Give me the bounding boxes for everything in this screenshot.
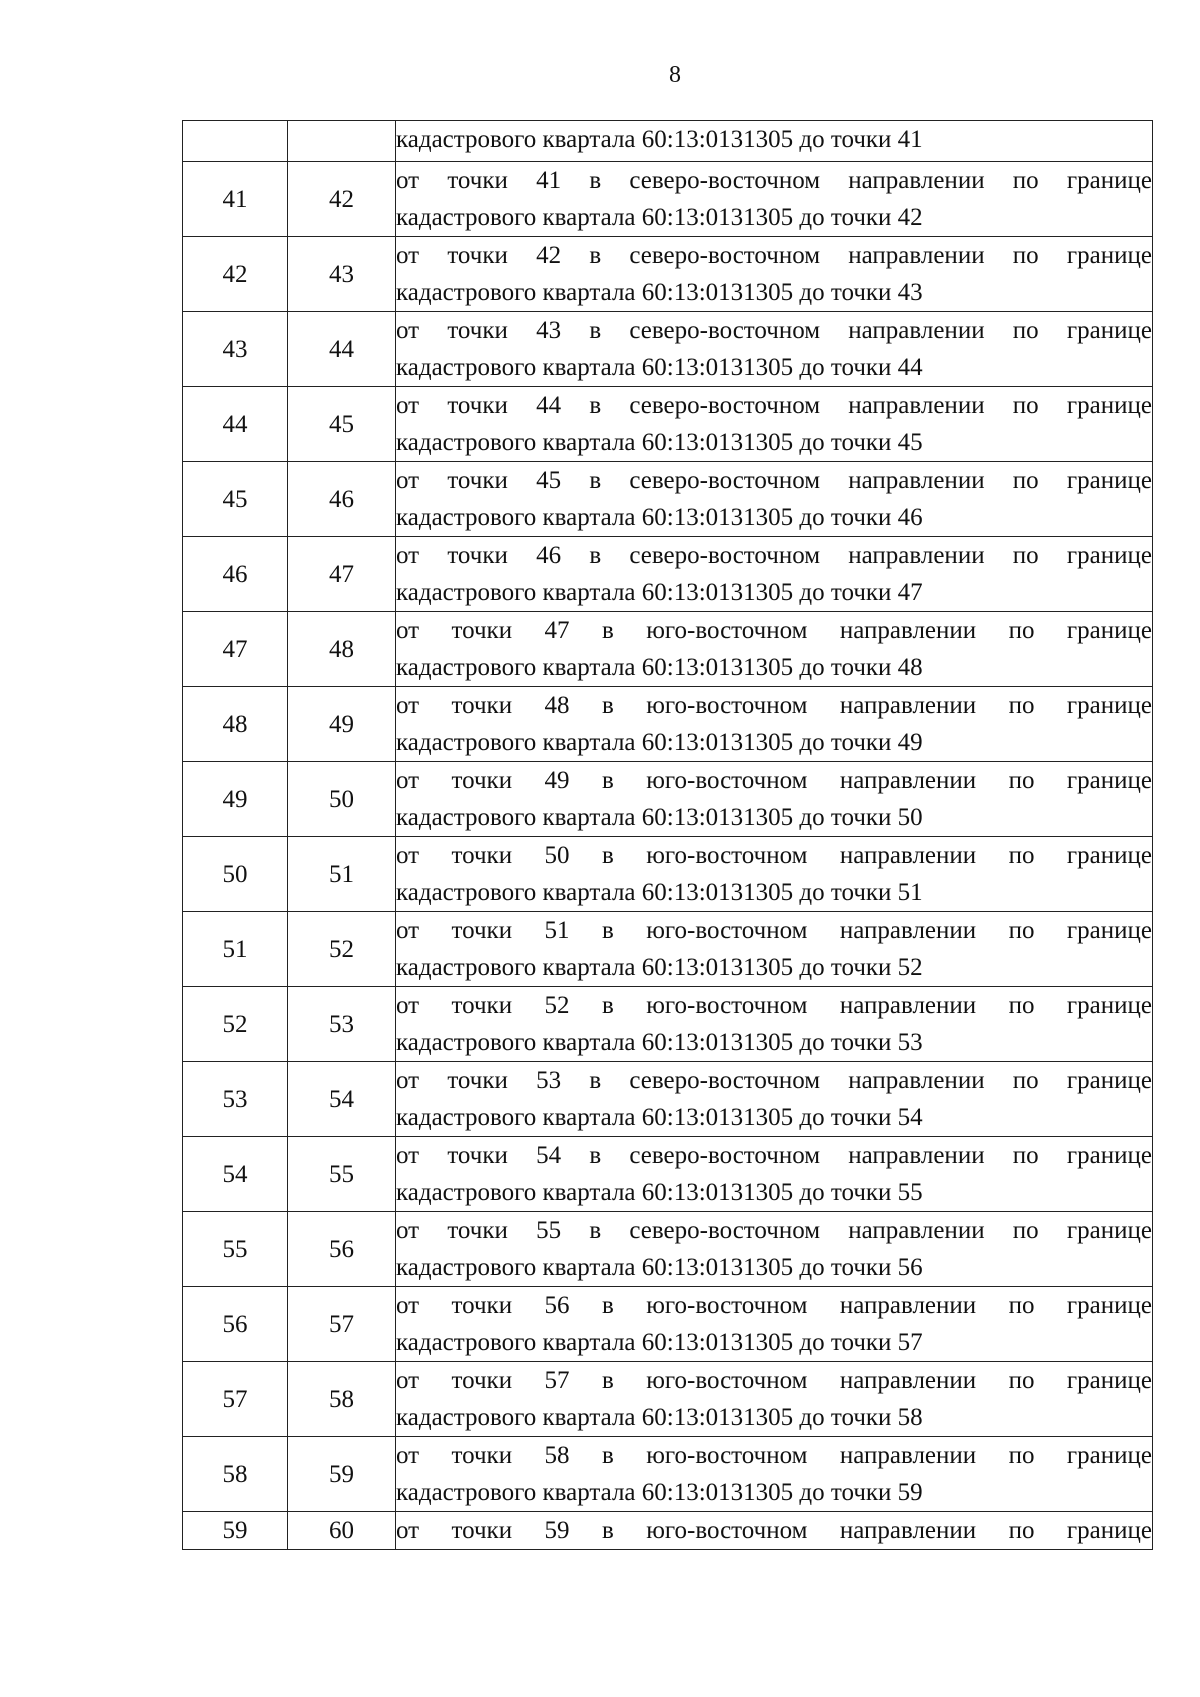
description-line-1: от точки 51 в юго-восточном направлении по границе (396, 917, 1152, 944)
to-point-cell: 54 (288, 1062, 396, 1137)
description-cell (396, 1212, 1153, 1287)
to-point-cell: 49 (288, 687, 396, 762)
description-line-1: от точки 58 в юго-восточном направлении по границе (396, 1442, 1152, 1469)
description-line-1: от точки 45 в северо-восточном направлении по границе (396, 467, 1152, 494)
description-cell (396, 1062, 1153, 1137)
description-line-1: от точки 52 в юго-восточном направлении по границе (396, 992, 1152, 1019)
from-point-cell: 56 (183, 1287, 288, 1362)
description-line-2: кадастрового квартала 60:13:0131305 до точки 45 (396, 429, 923, 456)
from-point-cell: 45 (183, 462, 288, 537)
from-point-cell: 47 (183, 612, 288, 687)
to-point-cell: 47 (288, 537, 396, 612)
table-row (183, 1137, 1153, 1212)
description-line-1: от точки 53 в северо-восточном направлении по границе (396, 1067, 1152, 1094)
description-line-2: кадастрового квартала 60:13:0131305 до точки 53 (396, 1029, 923, 1056)
description-cell (396, 387, 1153, 462)
description-cell (396, 1287, 1153, 1362)
to-point-cell: 46 (288, 462, 396, 537)
description-cell (396, 1512, 1153, 1550)
description-line-2: кадастрового квартала 60:13:0131305 до точки 59 (396, 1479, 923, 1506)
from-point-cell: 53 (183, 1062, 288, 1137)
to-point-cell: 45 (288, 387, 396, 462)
table-row (183, 1362, 1153, 1437)
table-row (183, 612, 1153, 687)
description-cell (396, 162, 1153, 237)
to-point-cell: 56 (288, 1212, 396, 1287)
to-point-cell: 55 (288, 1137, 396, 1212)
description-cell (396, 837, 1153, 912)
description-line-1: от точки 54 в северо-восточном направлении по границе (396, 1142, 1152, 1169)
description-line-2: кадастрового квартала 60:13:0131305 до точки 50 (396, 804, 923, 831)
table-row (183, 462, 1153, 537)
to-point-cell (288, 121, 396, 162)
description-line-2: кадастрового квартала 60:13:0131305 до точки 43 (396, 279, 923, 306)
table-row (183, 1287, 1153, 1362)
description-cell (396, 312, 1153, 387)
from-point-cell: 58 (183, 1437, 288, 1512)
description-cell (396, 537, 1153, 612)
description-cell (396, 987, 1153, 1062)
to-point-cell: 60 (288, 1512, 396, 1550)
to-point-cell: 53 (288, 987, 396, 1062)
description-line-2: кадастрового квартала 60:13:0131305 до точки 51 (396, 879, 923, 906)
from-point-cell: 57 (183, 1362, 288, 1437)
description-line-1: от точки 55 в северо-восточном направлении по границе (396, 1217, 1152, 1244)
description-cell (396, 1137, 1153, 1212)
description-cell (396, 762, 1153, 837)
description-cell (396, 1362, 1153, 1437)
from-point-cell: 42 (183, 237, 288, 312)
table-row (183, 162, 1153, 237)
description-line-2: кадастрового квартала 60:13:0131305 до точки 42 (396, 204, 923, 231)
description-line-1: от точки 48 в юго-восточном направлении по границе (396, 692, 1152, 719)
to-point-cell: 59 (288, 1437, 396, 1512)
description-cell (396, 237, 1153, 312)
table-row (183, 312, 1153, 387)
description-line-2: кадастрового квартала 60:13:0131305 до точки 54 (396, 1104, 923, 1131)
description-cell (396, 612, 1153, 687)
from-point-cell: 50 (183, 837, 288, 912)
to-point-cell: 50 (288, 762, 396, 837)
description-line-1: от точки 46 в северо-восточном направлении по границе (396, 542, 1152, 569)
from-point-cell: 46 (183, 537, 288, 612)
table-row-continuation (183, 121, 1153, 162)
description-line-1: от точки 59 в юго-восточном направлении по границе (396, 1517, 1152, 1544)
description-cell (396, 462, 1153, 537)
to-point-cell: 48 (288, 612, 396, 687)
description-line-1: от точки 42 в северо-восточном направлении по границе (396, 242, 1152, 269)
description-line: кадастрового квартала 60:13:0131305 до точки 41 (396, 126, 923, 153)
from-point-cell: 51 (183, 912, 288, 987)
to-point-cell: 58 (288, 1362, 396, 1437)
from-point-cell: 41 (183, 162, 288, 237)
description-cell (396, 121, 1153, 162)
description-cell (396, 912, 1153, 987)
table-row (183, 387, 1153, 462)
table-row (183, 912, 1153, 987)
from-point-cell: 59 (183, 1512, 288, 1550)
description-line-2: кадастрового квартала 60:13:0131305 до точки 44 (396, 354, 923, 381)
description-line-1: от точки 41 в северо-восточном направлении по границе (396, 167, 1152, 194)
description-cell (396, 687, 1153, 762)
description-line-2: кадастрового квартала 60:13:0131305 до точки 55 (396, 1179, 923, 1206)
description-line-2: кадастрового квартала 60:13:0131305 до точки 58 (396, 1404, 923, 1431)
to-point-cell: 57 (288, 1287, 396, 1362)
table-row (183, 762, 1153, 837)
from-point-cell: 49 (183, 762, 288, 837)
from-point-cell: 44 (183, 387, 288, 462)
from-point-cell: 55 (183, 1212, 288, 1287)
description-line-1: от точки 47 в юго-восточном направлении по границе (396, 617, 1152, 644)
description-line-1: от точки 57 в юго-восточном направлении по границе (396, 1367, 1152, 1394)
description-line-2: кадастрового квартала 60:13:0131305 до точки 47 (396, 579, 923, 606)
to-point-cell: 44 (288, 312, 396, 387)
description-line-2: кадастрового квартала 60:13:0131305 до точки 56 (396, 1254, 923, 1281)
from-point-cell: 52 (183, 987, 288, 1062)
from-point-cell (183, 121, 288, 162)
from-point-cell: 54 (183, 1137, 288, 1212)
description-line-1: от точки 50 в юго-восточном направлении по границе (396, 842, 1152, 869)
table-row (183, 237, 1153, 312)
boundary-table (182, 120, 1153, 1550)
description-line-2: кадастрового квартала 60:13:0131305 до точки 52 (396, 954, 923, 981)
to-point-cell: 42 (288, 162, 396, 237)
description-line-1: от точки 49 в юго-восточном направлении по границе (396, 767, 1152, 794)
table-row (183, 687, 1153, 762)
table-row (183, 987, 1153, 1062)
table-row (183, 837, 1153, 912)
to-point-cell: 52 (288, 912, 396, 987)
page-number: 8 (669, 62, 681, 88)
from-point-cell: 43 (183, 312, 288, 387)
table-body (183, 121, 1153, 1550)
table-row (183, 1437, 1153, 1512)
description-line-2: кадастрового квартала 60:13:0131305 до точки 48 (396, 654, 923, 681)
from-point-cell: 48 (183, 687, 288, 762)
description-line-2: кадастрового квартала 60:13:0131305 до точки 57 (396, 1329, 923, 1356)
description-line-2: кадастрового квартала 60:13:0131305 до точки 46 (396, 504, 923, 531)
to-point-cell: 43 (288, 237, 396, 312)
description-line-1: от точки 44 в северо-восточном направлении по границе (396, 392, 1152, 419)
description-line-2: кадастрового квартала 60:13:0131305 до точки 49 (396, 729, 923, 756)
description-line-1: от точки 56 в юго-восточном направлении по границе (396, 1292, 1152, 1319)
description-cell (396, 1437, 1153, 1512)
table-row (183, 1062, 1153, 1137)
description-line-1: от точки 43 в северо-восточном направлении по границе (396, 317, 1152, 344)
to-point-cell: 51 (288, 837, 396, 912)
table-row (183, 1212, 1153, 1287)
table-row-last (183, 1512, 1153, 1550)
table-row (183, 537, 1153, 612)
